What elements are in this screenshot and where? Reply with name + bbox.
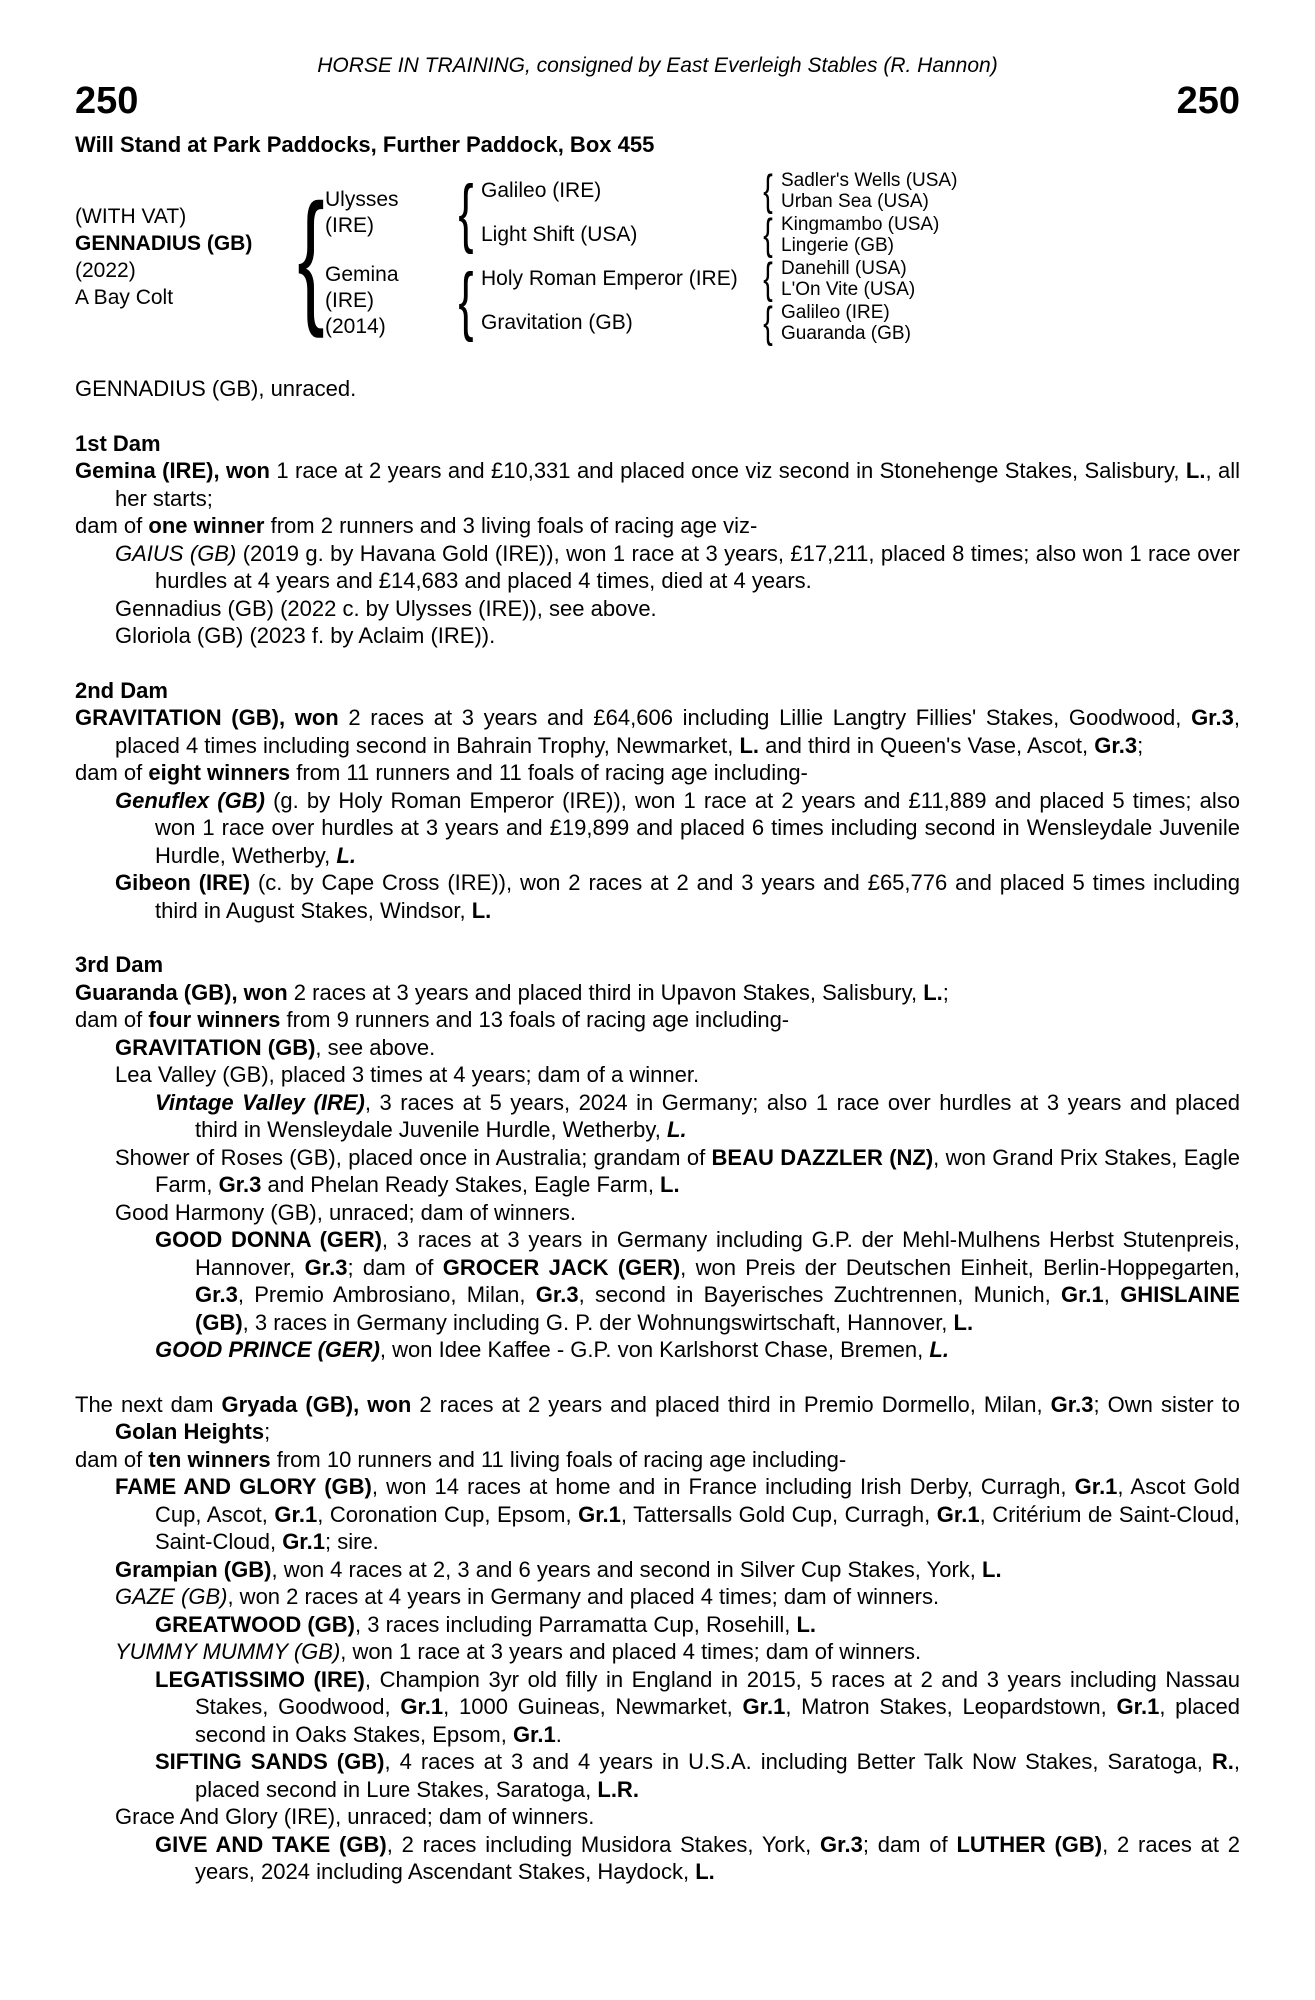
text-segment: L.R.	[597, 1776, 639, 1802]
text-segment: Gibeon (IRE)	[115, 870, 251, 895]
text-segment: GAZE (GB)	[115, 1584, 228, 1609]
pedigree-paragraph	[75, 1391, 1240, 1446]
text-segment: .	[555, 1721, 562, 1747]
dam-name-cell	[325, 262, 451, 340]
text-segment: , 3 races at 3 years in Germany including G.P. der Mehl-Mulhens Herbst Stutenpreis, Hannover,	[195, 1227, 1240, 1280]
text-segment: GRAVITATION (GB), won	[75, 705, 339, 730]
text-segment: Gr.1	[1074, 1474, 1118, 1499]
text-segment: Gr.3	[195, 1282, 238, 1307]
pedigree-paragraph	[75, 457, 1240, 512]
text-segment: , placed second in Oaks Stakes, Epsom,	[195, 1694, 1240, 1747]
brace-icon: {	[763, 210, 773, 259]
text-segment: 2 races at 2 years and placed third in Premio Dormello, Milan,	[411, 1391, 1051, 1417]
gen3-pair	[781, 214, 939, 256]
text-segment: YUMMY MUMMY (GB)	[115, 1639, 341, 1664]
text-segment: GENNADIUS (GB), unraced.	[75, 376, 357, 401]
text-segment: L.	[796, 1611, 817, 1637]
text-segment: ; dam of	[347, 1254, 443, 1280]
text-segment: ;	[942, 979, 949, 1005]
pedigree-paragraph	[75, 704, 1240, 759]
text-segment: L.	[667, 1117, 687, 1142]
text-segment: Gryada (GB), won	[221, 1391, 412, 1417]
text-segment: 1st Dam	[75, 430, 161, 456]
text-segment: Guaranda (GB), won	[75, 979, 288, 1005]
pedigree-paragraph	[75, 1034, 1240, 1062]
text-segment: Gr.1	[1060, 1282, 1104, 1307]
colour-sex: A Bay Colt	[75, 286, 174, 309]
text-segment: R.	[1211, 1749, 1234, 1774]
text-segment: dam of	[75, 1446, 149, 1472]
text-segment: ;	[1137, 732, 1144, 758]
gen3-pair	[781, 170, 957, 212]
text-segment: and third in Queen's Vase, Ascot,	[759, 732, 1095, 758]
brace-icon: {	[297, 174, 325, 339]
text-segment: , 3 races in Germany including G. P. der Wohnungswirtschaft, Hannover,	[242, 1309, 954, 1335]
text-segment: eight winners	[148, 760, 291, 785]
sire-gen2-column	[481, 166, 958, 259]
text-segment: Gr.1	[400, 1694, 444, 1719]
text-segment: GREATWOOD (GB)	[155, 1611, 356, 1637]
text-segment: , Premio Ambrosiano, Milan,	[237, 1282, 536, 1307]
text-segment: , won Idee Kaffee - G.P. von Karlshorst Chase, Bremen,	[379, 1337, 930, 1362]
stand-location-line: Will Stand at Park Paddocks, Further Paddock, Box 455	[75, 132, 655, 157]
pedigree-paragraph	[75, 1006, 1240, 1034]
text-segment: , Tattersalls Gold Cup, Curragh,	[620, 1501, 937, 1527]
text-segment: L.	[739, 732, 760, 758]
horse-details	[75, 203, 297, 311]
text-segment: Gr.1	[512, 1721, 556, 1747]
gen3-sire-name: Danehill (USA)	[781, 258, 907, 279]
text-segment: L.	[660, 1172, 680, 1197]
pedigree-paragraph	[75, 1803, 1240, 1831]
text-segment: , Coronation Cup, Epsom,	[317, 1501, 579, 1527]
pedigree-table	[75, 166, 1240, 347]
pedigree-paragraph	[75, 540, 1240, 595]
gen3-pair	[781, 258, 915, 300]
text-segment: Shower of Roses (GB), placed once in Australia; grandam of	[115, 1144, 712, 1170]
lot-number-right: 250	[1176, 80, 1240, 122]
section-heading-1st-dam	[75, 430, 1240, 458]
pedigree-paragraph	[75, 1831, 1240, 1886]
text-segment: , won 14 races at home and in France including Irish Derby, Curragh,	[371, 1474, 1075, 1499]
text-segment: Gr.3	[1191, 705, 1234, 730]
text-segment: L.	[923, 979, 943, 1005]
text-segment: Grampian (GB)	[115, 1556, 272, 1582]
text-segment: , Critérium de Saint-Cloud, Saint-Cloud,	[155, 1501, 1240, 1554]
dam-dam-name: Gravitation (GB)	[481, 311, 633, 334]
text-segment: Gemina (IRE), won	[75, 458, 270, 483]
text-segment: , Champion 3yr old filly in England in 2015, 5 races at 2 and 3 years including Nassau Stakes, Goodwood,	[195, 1666, 1240, 1719]
text-segment: , won 1 race at 3 years and placed 4 times; dam of winners.	[340, 1639, 922, 1664]
gen3-sire-name: Kingmambo (USA)	[781, 214, 940, 235]
text-segment: L.	[695, 1859, 715, 1884]
text-segment: GOOD DONNA (GER)	[155, 1227, 382, 1252]
pedigree-paragraph	[75, 1446, 1240, 1474]
text-segment: Gr.1	[274, 1501, 318, 1527]
text-segment: GROCER JACK (GER)	[442, 1254, 681, 1280]
text-segment: Gr.1	[282, 1529, 325, 1554]
text-segment: 2 races at 3 years and £64,606 including Lillie Langtry Fillies' Stakes, Goodwood,	[338, 705, 1192, 730]
text-segment: Good Harmony (GB), unraced; dam of winners.	[115, 1199, 576, 1225]
text-segment: LEGATISSIMO (IRE)	[155, 1666, 365, 1692]
text-segment: (g. by Holy Roman Emperor (IRE)), won 1 race at 2 years and £11,889 and placed 5 times; also won 1 race over hurdles at 3 years and £19,899 and placed 6 times including second in Wensleydale Juvenile Hurdle, Wetherby,	[155, 787, 1240, 868]
brace-icon: {	[763, 254, 773, 303]
pedigree-paragraph	[75, 512, 1240, 540]
dam-year: (2014)	[325, 315, 386, 338]
text-segment: Gr.3	[535, 1282, 579, 1307]
text-segment: , all her starts;	[115, 458, 1240, 511]
pedigree-paragraph	[75, 1748, 1240, 1803]
pedigree-paragraph	[75, 1089, 1240, 1144]
text-segment: ; Own sister to	[1093, 1391, 1240, 1417]
text-segment: ; dam of	[862, 1831, 957, 1857]
dam-gen2-column	[481, 254, 916, 347]
text-segment: SIFTING SANDS (GB)	[155, 1749, 385, 1774]
gen3-pair	[781, 302, 911, 344]
sire-dam-name: Light Shift (USA)	[481, 223, 638, 246]
text-segment: ; sire.	[325, 1529, 379, 1554]
text-segment: one winner	[148, 513, 265, 538]
text-segment: Grace And Glory (IRE), unraced; dam of winners.	[115, 1804, 595, 1829]
text-segment: Gr.3	[218, 1172, 262, 1197]
pedigree-text	[75, 375, 1240, 1886]
pedigree-paragraph	[75, 375, 1240, 403]
section-heading-2nd-dam	[75, 677, 1240, 705]
text-segment: , won 2 races at 4 years in Germany and placed 4 times; dam of winners.	[227, 1584, 940, 1609]
text-segment: GAIUS (GB)	[115, 540, 237, 566]
dam-sire-name: Holy Roman Emperor (IRE)	[481, 267, 738, 290]
text-segment: Gr.3	[1094, 732, 1138, 758]
gen3-dam-name: Lingerie (GB)	[781, 235, 894, 256]
text-segment: 2nd Dam	[75, 677, 168, 703]
text-segment: BEAU DAZZLER (NZ)	[711, 1144, 934, 1170]
foal-year: (2022)	[75, 259, 136, 282]
gen3-dam-name: L'On Vite (USA)	[781, 279, 916, 300]
text-segment: Gr.1	[1116, 1694, 1160, 1719]
gen3-dam-name: Guaranda (GB)	[781, 323, 911, 344]
ancestry-columns	[325, 166, 958, 347]
text-segment: , Ascot Gold Cup, Ascot,	[155, 1474, 1240, 1527]
vat-label: (WITH VAT)	[75, 205, 187, 228]
pedigree-paragraph	[75, 787, 1240, 870]
pedigree-paragraph	[75, 1226, 1240, 1336]
text-segment: , Matron Stakes, Leopardstown,	[785, 1694, 1117, 1719]
text-segment: , second in Bayerisches Zuchtrennen, Munich,	[578, 1282, 1061, 1307]
horse-name: GENNADIUS (GB)	[75, 232, 253, 255]
pedigree-paragraph	[75, 1666, 1240, 1749]
text-segment: , see above.	[315, 1034, 436, 1060]
pedigree-paragraph	[75, 1199, 1240, 1227]
text-segment: 2 races at 3 years and placed third in Upavon Stakes, Salisbury,	[287, 979, 924, 1005]
text-segment: ten winners	[148, 1446, 271, 1472]
text-segment: L.	[929, 1337, 949, 1362]
text-segment: Lea Valley (GB), placed 3 times at 4 years; dam of a winner.	[115, 1062, 700, 1087]
text-segment: , placed second in Lure Stakes, Saratoga,	[195, 1749, 1240, 1802]
text-segment: from 2 runners and 3 living foals of racing age viz-	[264, 513, 758, 538]
sire-sire-name: Galileo (IRE)	[481, 179, 602, 202]
text-segment: and Phelan Ready Stakes, Eagle Farm,	[261, 1172, 661, 1197]
text-segment: 1 race at 2 years and £10,331 and placed once viz second in Stonehenge Stakes, Salisbury,	[269, 458, 1186, 483]
text-segment: ;	[264, 1419, 271, 1444]
grandparent-row	[481, 166, 958, 215]
text-segment: (c. by Cape Cross (IRE)), won 2 races at 2 and 3 years and £65,776 and placed 5 times including third in August Stakes, Windsor,	[155, 870, 1241, 923]
text-segment: dam of	[75, 760, 149, 785]
pedigree-paragraph	[75, 1336, 1240, 1364]
dam-name: Gemina (IRE)	[325, 263, 399, 312]
brace-icon: {	[763, 166, 773, 215]
text-segment: Gr.1	[742, 1694, 786, 1719]
pedigree-paragraph	[75, 759, 1240, 787]
pedigree-paragraph	[75, 1144, 1240, 1199]
pedigree-paragraph	[75, 979, 1240, 1007]
brace-icon: {	[458, 170, 474, 255]
text-segment: ,	[1103, 1282, 1121, 1307]
text-segment: L.	[982, 1556, 1002, 1582]
dam-group	[325, 254, 957, 347]
text-segment: L.	[1185, 458, 1206, 483]
grandparent-row	[481, 254, 916, 303]
text-segment: Gennadius (GB) (2022 c. by Ulysses (IRE)), see above.	[115, 595, 657, 621]
consignor-line: HORSE IN TRAINING, consigned by East Everleigh Stables (R. Hannon)	[317, 54, 998, 77]
text-segment: dam of	[75, 1007, 149, 1032]
text-segment: GIVE AND TAKE (GB)	[155, 1831, 387, 1857]
gen3-dam-name: Urban Sea (USA)	[781, 191, 929, 212]
text-segment: Gr.1	[936, 1501, 980, 1527]
sire-group	[325, 166, 958, 259]
pedigree-paragraph	[75, 1638, 1240, 1666]
text-segment: , 3 races at 5 years, 2024 in Germany; also 1 race over hurdles at 3 years and placed third in Wensleydale Juvenile Hurdle, Wetherby,	[195, 1089, 1240, 1142]
pedigree-paragraph	[75, 1061, 1240, 1089]
lot-number-left: 250	[75, 80, 139, 122]
text-segment: , 3 races including Parramatta Cup, Rosehill,	[355, 1611, 797, 1637]
text-segment: from 9 runners and 13 foals of racing age including-	[280, 1007, 790, 1032]
text-segment: , placed 4 times including second in Bahrain Trophy, Newmarket,	[115, 705, 1240, 758]
gen3-sire-name: Galileo (IRE)	[781, 302, 890, 323]
text-segment: FAME AND GLORY (GB)	[115, 1474, 372, 1499]
gen3-sire-name: Sadler's Wells (USA)	[781, 170, 958, 191]
text-segment: Gr.3	[820, 1831, 863, 1857]
pedigree-paragraph	[75, 622, 1240, 650]
sire-name: Ulysses (IRE)	[325, 188, 399, 237]
text-segment: , 2 races at 2 years, 2024 including Ascendant Stakes, Haydock,	[195, 1831, 1240, 1884]
text-segment: L.	[471, 897, 492, 923]
pedigree-paragraph	[75, 595, 1240, 623]
text-segment: , won Preis der Deutschen Einheit, Berlin-Hoppegarten,	[680, 1254, 1241, 1280]
text-segment: L.	[336, 842, 356, 868]
section-heading-3rd-dam	[75, 951, 1240, 979]
text-segment: Gr.3	[304, 1254, 348, 1280]
text-segment: L.	[953, 1309, 974, 1335]
text-segment: , 2 races including Musidora Stakes, York,	[386, 1831, 820, 1857]
text-segment: GOOD PRINCE (GER)	[155, 1337, 380, 1362]
text-segment: , won 4 races at 2, 3 and 6 years and second in Silver Cup Stakes, York,	[271, 1556, 982, 1582]
text-segment: , 1000 Guineas, Newmarket,	[443, 1694, 743, 1719]
pedigree-paragraph	[75, 1611, 1240, 1639]
text-segment: Genuflex (GB)	[115, 787, 265, 813]
pedigree-paragraph	[75, 1473, 1240, 1556]
pedigree-paragraph	[75, 869, 1240, 924]
brace-icon: {	[763, 298, 773, 347]
text-segment: Gloriola (GB) (2023 f. by Aclaim (IRE)).	[115, 623, 496, 648]
grandparent-row	[481, 210, 957, 259]
text-segment: LUTHER (GB)	[956, 1831, 1103, 1857]
pedigree-paragraph	[75, 1556, 1240, 1584]
text-segment: Golan Heights	[115, 1419, 265, 1444]
text-segment: , won Grand Prix Stakes, Eagle Farm,	[155, 1144, 1240, 1197]
lot-number-row	[75, 79, 1240, 123]
text-segment: Gr.3	[1050, 1391, 1094, 1417]
text-segment: dam of	[75, 513, 149, 538]
text-segment: GHISLAINE (GB)	[195, 1282, 1240, 1335]
text-segment: Vintage Valley (IRE)	[155, 1089, 365, 1115]
text-segment: , 4 races at 3 and 4 years in U.S.A. including Better Talk Now Stakes, Saratoga,	[384, 1749, 1212, 1774]
grandparent-row	[481, 298, 915, 347]
text-segment: Gr.1	[578, 1501, 621, 1527]
text-segment: from 11 runners and 11 foals of racing age including-	[290, 760, 808, 785]
text-segment: four winners	[148, 1007, 281, 1032]
pedigree-paragraph	[75, 1583, 1240, 1611]
text-segment: GRAVITATION (GB)	[115, 1034, 316, 1060]
text-segment: 3rd Dam	[75, 952, 164, 977]
brace-icon: {	[458, 258, 474, 343]
text-segment: The next dam	[75, 1391, 222, 1417]
text-segment: from 10 runners and 11 living foals of racing age including-	[270, 1446, 847, 1472]
text-segment: (2019 g. by Havana Gold (IRE)), won 1 race at 3 years, £17,211, placed 8 times; also won 1 race over hurdles at 4 years and £14,683 and placed 4 times, died at 4 years.	[155, 540, 1240, 593]
